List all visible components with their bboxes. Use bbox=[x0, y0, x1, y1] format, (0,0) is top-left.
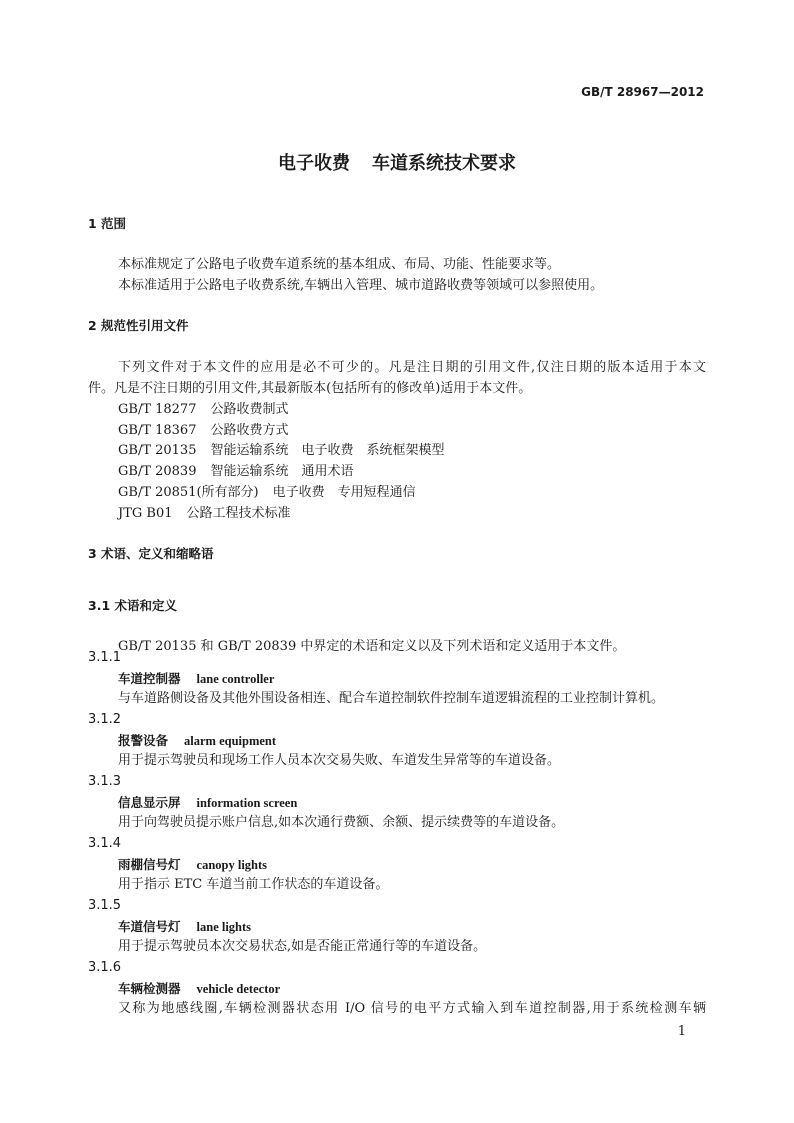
title-part1: 电子收费 bbox=[278, 153, 350, 174]
term-number: 3.1.2 bbox=[88, 712, 122, 727]
reference-item: GB/T 20135 智能运输系统 电子收费 系统框架模型 bbox=[118, 443, 445, 458]
section-3-1-heading: 3.1 术语和定义 bbox=[88, 598, 177, 613]
term-definition: 用于指示 ETC 车道当前工作状态的车道设备。 bbox=[118, 877, 389, 892]
paragraph: 本标准适用于公路电子收费系统,车辆出入管理、城市道路收费等领域可以参照使用。 bbox=[118, 278, 604, 293]
term-definition: 用于提示驾驶员本次交易状态,如是否能正常通行等的车道设备。 bbox=[118, 939, 487, 954]
term-name bbox=[118, 670, 274, 688]
term-definition: 与车道路侧设备及其他外围设备相连、配合车道控制软件控制车道逻辑流程的工业控制计算机。 bbox=[118, 691, 665, 706]
reference-item: GB/T 20839 智能运输系统 通用术语 bbox=[118, 464, 354, 479]
term-definition: 用于向驾驶员提示账户信息,如本次通行费额、余额、提示续费等的车道设备。 bbox=[118, 815, 565, 830]
term-zh: 报警设备 bbox=[118, 733, 169, 748]
reference-item: GB/T 18277 公路收费制式 bbox=[118, 402, 289, 417]
term-number: 3.1.1 bbox=[88, 650, 122, 665]
term-en: vehicle detector bbox=[196, 982, 281, 996]
term-name bbox=[118, 918, 251, 936]
section-2-heading: 2 规范性引用文件 bbox=[88, 318, 189, 333]
standard-number: GB/T 28967—2012 bbox=[581, 85, 704, 99]
term-en: information screen bbox=[196, 796, 298, 810]
term-number: 3.1.5 bbox=[88, 898, 122, 913]
paragraph: 件。凡是不注日期的引用文件,其最新版本(包括所有的修改单)适用于本文件。 bbox=[88, 381, 532, 396]
term-name bbox=[118, 856, 267, 874]
term-en: canopy lights bbox=[196, 858, 268, 872]
term-en: lane controller bbox=[196, 672, 275, 686]
term-definition: 又称为地感线圈,车辆检测器状态用 I/O 信号的电平方式输入到车道控制器,用于系统检测车辆 bbox=[118, 1001, 706, 1016]
reference-item: GB/T 20851(所有部分) 电子收费 专用短程通信 bbox=[118, 485, 416, 500]
term-name bbox=[118, 732, 276, 750]
term-name bbox=[118, 794, 297, 812]
section-1-heading: 1 范围 bbox=[88, 216, 127, 231]
page-number: 1 bbox=[677, 1024, 686, 1039]
term-en: alarm equipment bbox=[184, 734, 277, 748]
paragraph: 下列文件对于本文件的应用是必不可少的。凡是注日期的引用文件,仅注日期的版本适用于本文 bbox=[118, 360, 706, 375]
reference-item: JTG B01 公路工程技术标准 bbox=[118, 506, 291, 521]
section-3-heading: 3 术语、定义和缩略语 bbox=[88, 546, 214, 561]
paragraph: GB/T 20135 和 GB/T 20839 中界定的术语和定义以及下列术语和定义适用于本文件。 bbox=[118, 639, 626, 654]
term-number: 3.1.6 bbox=[88, 960, 122, 975]
term-zh: 雨棚信号灯 bbox=[118, 857, 181, 872]
term-number: 3.1.3 bbox=[88, 774, 122, 789]
term-number: 3.1.4 bbox=[88, 836, 122, 851]
term-zh: 车道信号灯 bbox=[118, 919, 181, 934]
term-zh: 信息显示屏 bbox=[118, 795, 181, 810]
term-zh: 车道控制器 bbox=[118, 671, 181, 686]
term-definition: 用于提示驾驶员和现场工作人员本次交易失败、车道发生异常等的车道设备。 bbox=[118, 753, 561, 768]
title-part2: 车道系统技术要求 bbox=[372, 153, 516, 174]
term-en: lane lights bbox=[196, 920, 252, 934]
reference-item: GB/T 18367 公路收费方式 bbox=[118, 423, 289, 438]
term-name bbox=[118, 980, 280, 998]
paragraph: 本标准规定了公路电子收费车道系统的基本组成、布局、功能、性能要求等。 bbox=[118, 257, 561, 272]
term-zh: 车辆检测器 bbox=[118, 981, 181, 996]
page-title bbox=[0, 152, 794, 176]
